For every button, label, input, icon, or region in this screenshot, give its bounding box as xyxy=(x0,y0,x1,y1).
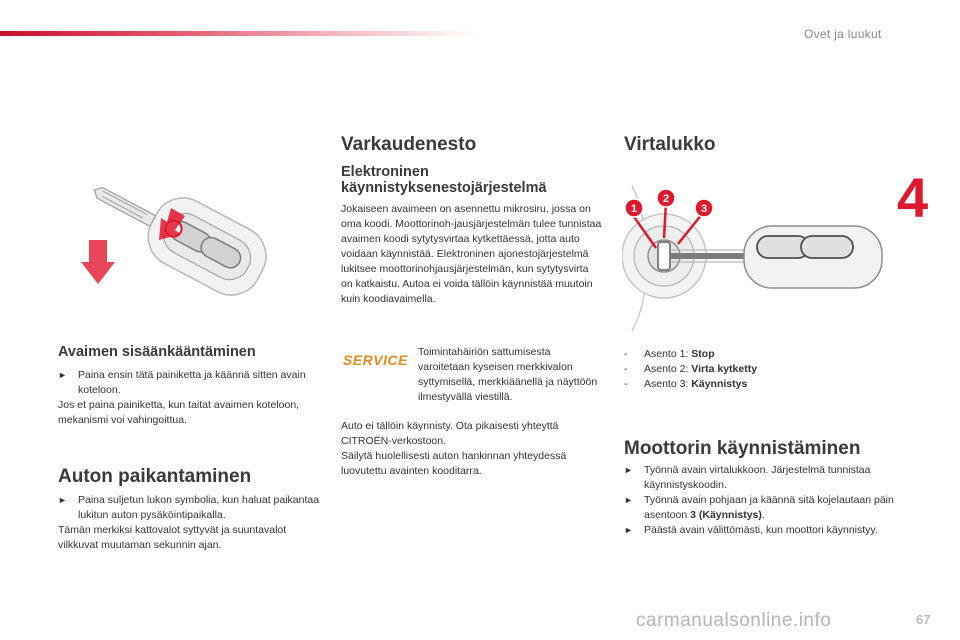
ignition-lock-illustration xyxy=(622,166,892,336)
bullet-icon: ► xyxy=(624,495,633,505)
callout-2-label: 2 xyxy=(662,193,670,205)
service-warning-icon: SERVICE xyxy=(343,352,408,368)
down-arrow-icon xyxy=(81,240,115,284)
heading-locate-car: Auton paikantaminen xyxy=(58,466,252,487)
heading-start-engine: Moottorin käynnistäminen xyxy=(624,438,861,459)
callout-3-label: 3 xyxy=(700,203,708,215)
closing-paragraph: Auto ei tällöin käynnisty. Ota pikaisesti yhteyttä CITROËN-verkostoon. Säilytä huolellisesti auton hankinnan yhteydessä luovutettu avainten kooditarra. xyxy=(341,420,567,477)
heading-anti-theft: Varkaudenesto xyxy=(341,134,477,155)
subheading-immobiliser: Elektroninen käynnistyksenestojärjestelmä xyxy=(341,164,547,196)
heading-insert-key: Avaimen sisäänkääntäminen xyxy=(58,344,256,360)
position-1: - Asento 1: Stop xyxy=(624,348,715,360)
position-2: - Asento 2: Virta kytketty xyxy=(624,363,758,375)
start-step-1: ► Työnnä avain virtalukkoon. Järjestelmä tunnistaa käynnistyskoodin. xyxy=(624,464,871,491)
ignition-positions xyxy=(624,347,874,392)
insert-note: Jos et paina painiketta, kun taitat avaimen koteloon, mekanismi voi vahingoittua. xyxy=(58,399,300,426)
bullet-icon: ► xyxy=(624,465,633,475)
folding-key-illustration xyxy=(75,178,285,328)
page-number: 67 xyxy=(916,612,931,627)
callout-1-label: 1 xyxy=(630,203,638,215)
start-step-2: ► Työnnä avain pohjaan ja käännä sitä kojelautaan päin asentoon 3 (Käynnistys). xyxy=(624,494,894,521)
start-step-3: ► Päästä avain välittömästi, kun moottori käynnistyy. xyxy=(624,524,878,536)
section-title: Ovet ja luukut xyxy=(804,27,882,41)
position-3: - Asento 3: Käynnistys xyxy=(624,378,748,390)
insert-instructions xyxy=(58,368,320,428)
header-accent-bar xyxy=(0,31,480,36)
locate-instructions xyxy=(58,493,320,553)
bullet-icon: ► xyxy=(58,370,67,380)
locate-note: Tämän merkiksi kattovalot syttyvät ja suuntavalot vilkkuvat muutaman sekunnin ajan. xyxy=(58,524,287,551)
bullet-icon: ► xyxy=(58,495,67,505)
callout-1-icon xyxy=(625,199,643,217)
service-text: Toimintahäiriön sattumisesta varoitetaan kyseisen merkkivalon syttymisellä, merkkiäänellä ja näyttöön ilmestyvällä viestillä. xyxy=(418,346,598,403)
callout-2-icon xyxy=(657,189,675,207)
start-instructions xyxy=(624,463,894,538)
watermark: carmanualsonline.info xyxy=(636,610,832,631)
insert-bullet: Paina ensin tätä painiketta ja käännä sitten avain koteloon. xyxy=(78,369,306,396)
callout-3-icon xyxy=(695,199,713,217)
heading-ignition-lock: Virtalukko xyxy=(624,134,716,155)
locate-bullet: Paina suljetun lukon symbolia, kun haluat paikantaa lukitun auton pysäköintipaikalla. xyxy=(78,494,320,521)
bullet-icon: ► xyxy=(624,525,633,535)
chapter-number: 4 xyxy=(897,166,929,229)
immobiliser-paragraph: Jokaiseen avaimeen on asennettu mikrosiru, jossa on oma koodi. Moottorinoh-jausjärjestelmän tulee tunnistaa avaimen koodi sytytysvirtaa kytkettäessä, jotta auto voidaan käynnistää. Elektroninen ajonestojärjestelmä lukitsee moottorinohjausjärjestelmän, kun sytytysvirta on katkaistu. Autoa ei voida tällöin käynnistää muutoin kuin koodiavaimella. xyxy=(341,203,602,305)
